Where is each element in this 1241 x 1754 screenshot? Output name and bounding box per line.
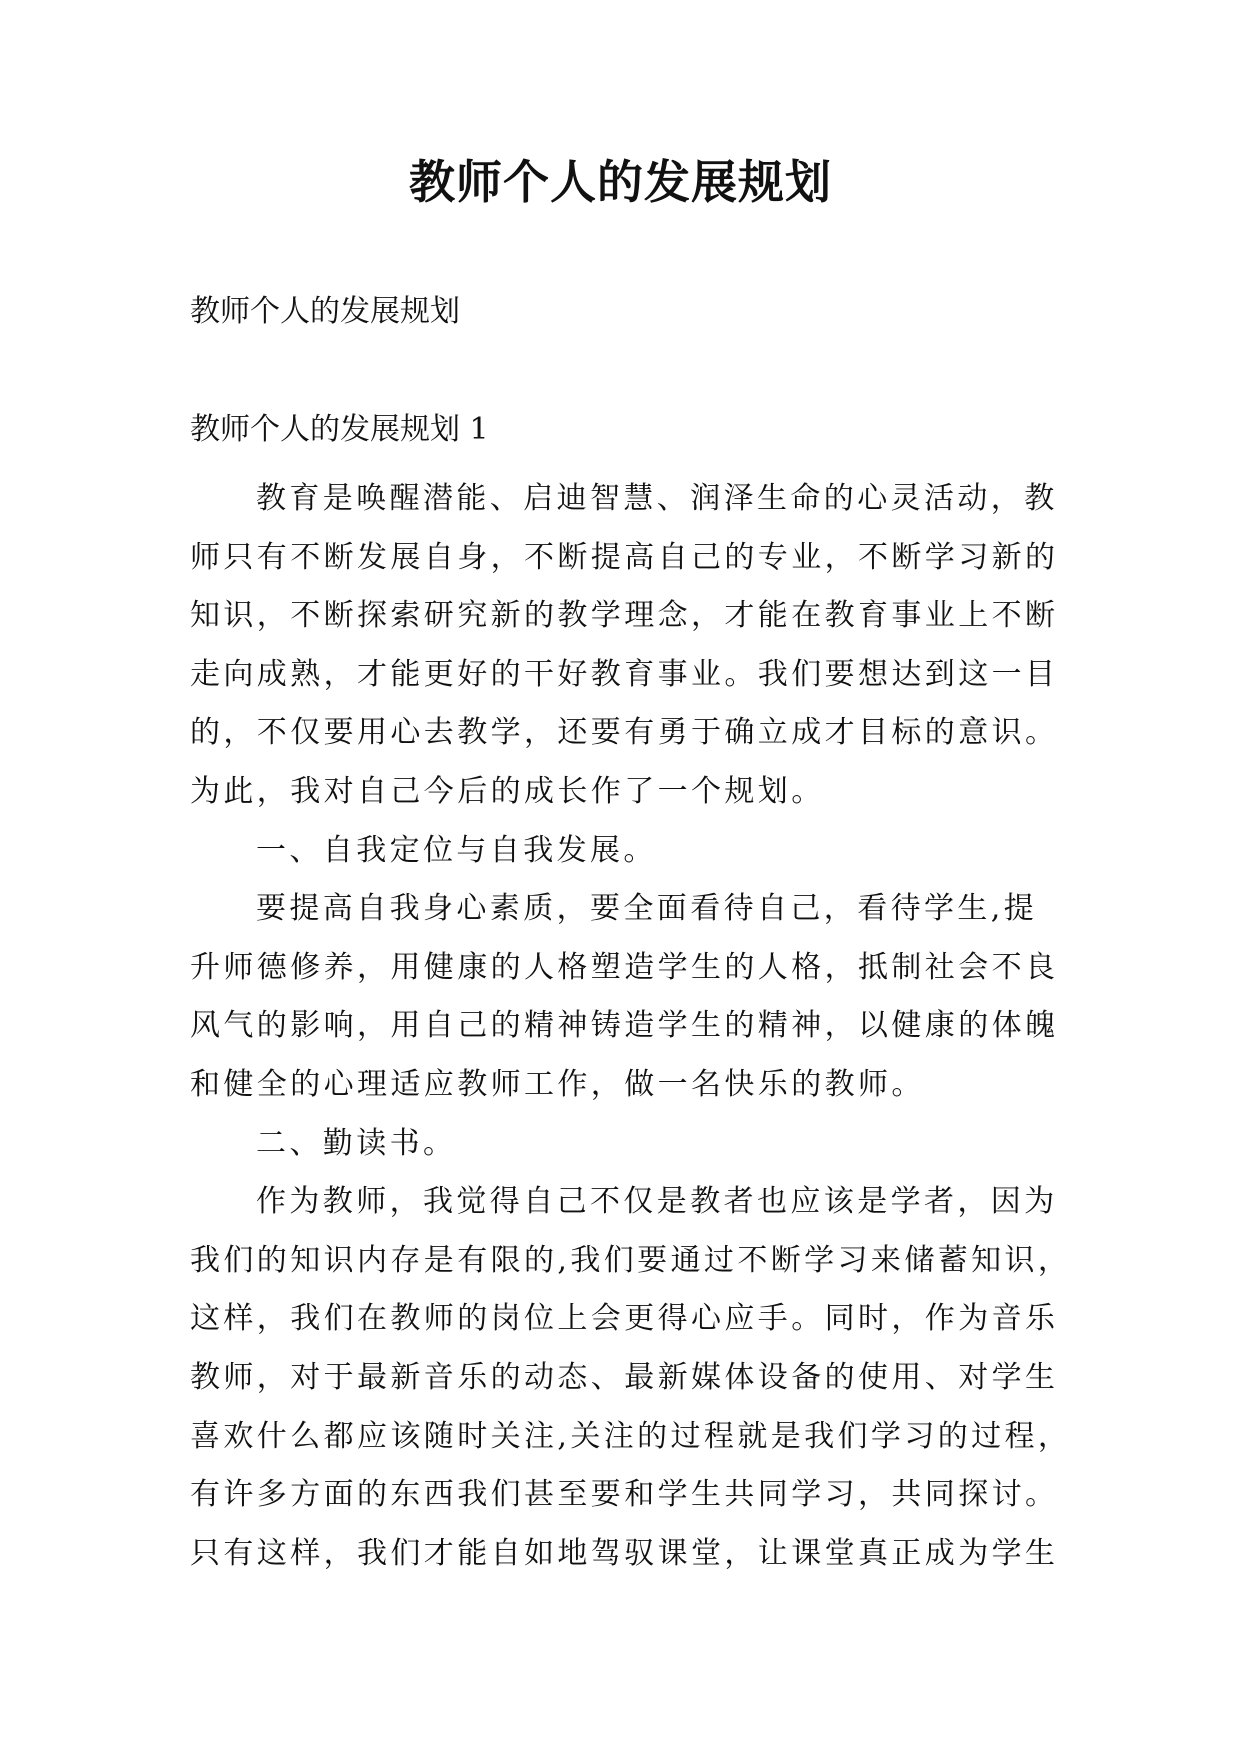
body-line: 这样，我们在教师的岗位上会更得心应手。同时，作为音乐: [190, 1301, 1059, 1337]
body-line: 升师德修养，用健康的人格塑造学生的人格，抵制社会不良: [190, 949, 1059, 985]
body-line: 知识，不断探索研究新的教学理念，才能在教育事业上不断: [190, 598, 1059, 634]
body-line: 有许多方面的东西我们甚至要和学生共同学习，共同探讨。: [190, 1477, 1059, 1513]
body-line: 喜欢什么都应该随时关注,关注的过程就是我们学习的过程，: [190, 1418, 1072, 1454]
body-line: 师只有不断发展自身，不断提高自己的专业，不断学习新的: [190, 539, 1059, 575]
body-line: 作为教师，我觉得自己不仅是教者也应该是学者，因为: [256, 1184, 1058, 1220]
body-line: 要提高自我身心素质，要全面看待自己，看待学生,提: [256, 891, 1038, 927]
document-title: 教师个人的发展规划: [409, 155, 832, 209]
document-body: [190, 470, 1072, 1583]
body-line: 走向成熟，才能更好的干好教育事业。我们要想达到这一目: [190, 656, 1059, 692]
body-line: 只有这样，我们才能自如地驾驭课堂，让课堂真正成为学生: [190, 1535, 1059, 1571]
body-line: 一、自我定位与自我发展。: [256, 832, 657, 868]
body-line: 教育是唤醒潜能、启迪智慧、润泽生命的心灵活动，教: [256, 481, 1058, 516]
body-line: 的，不仅要用心去教学，还要有勇于确立成才目标的意识。: [190, 715, 1059, 751]
body-line: 我们的知识内存是有限的,我们要通过不断学习来储蓄知识，: [190, 1242, 1072, 1278]
section-heading: 教师个人的发展规划 1: [190, 412, 489, 447]
body-line: 和健全的心理适应教师工作，做一名快乐的教师。: [190, 1066, 925, 1102]
body-line: 教师，对于最新音乐的动态、最新媒体设备的使用、对学生: [190, 1359, 1059, 1395]
body-line: 为此，我对自己今后的成长作了一个规划。: [190, 773, 825, 809]
body-line: 二、勤读书。: [256, 1125, 457, 1161]
document-subtitle: 教师个人的发展规划: [190, 294, 460, 329]
body-line: 风气的影响，用自己的精神铸造学生的精神，以健康的体魄: [190, 1008, 1059, 1044]
